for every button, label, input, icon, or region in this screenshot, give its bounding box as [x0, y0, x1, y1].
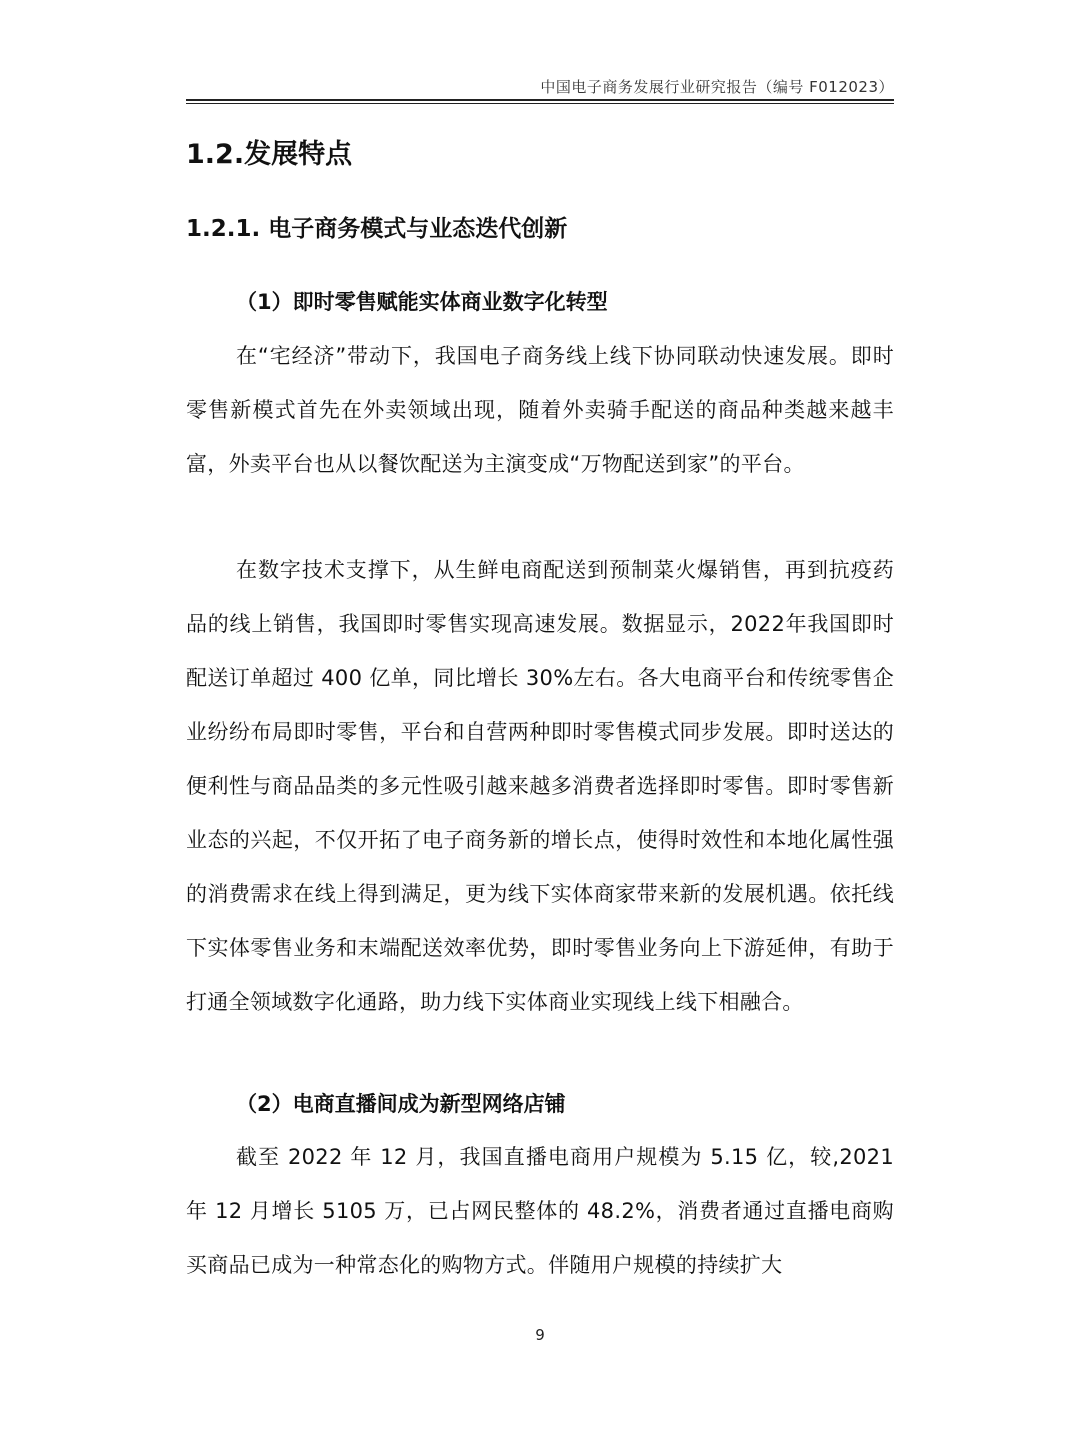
subsection-heading: 1.2.1. 电子商务模式与业态迭代创新	[186, 216, 568, 242]
subsection-title-2: （2）电商直播间成为新型网络店铺	[236, 1092, 566, 1116]
page-number: 9	[535, 1326, 545, 1344]
running-header: 中国电子商务发展行业研究报告（编号 F012023）	[540, 78, 894, 96]
header-rule-thin	[186, 103, 894, 104]
header-rule-thick	[186, 99, 894, 101]
paragraph-1: 在“宅经济”带动下，我国电子商务线上线下协同联动快速发展。即时零售新模式首先在外卖领域出现，随着外卖骑手配送的商品种类越来越丰富，外卖平台也从以餐饮配送为主演变成“万物配送到家”的平台。	[186, 344, 894, 476]
paragraph-3: 截至 2022 年 12 月，我国直播电商用户规模为 5.15 亿，较,2021 年 12 月增长 5105 万，已占网民整体的 48.2%，消费者通过直播电商购买商品已成为一种常态化的购物方式。伴随用户规模的持续扩大	[186, 1145, 894, 1277]
paragraph-2: 在数字技术支撑下，从生鲜电商配送到预制菜火爆销售，再到抗疫药品的线上销售，我国即时零售实现高速发展。数据显示，2022年我国即时配送订单超过 400 亿单，同比增长 30%左右。各大电商平台和传统零售企业纷纷布局即时零售，平台和自营两种即时零售模式同步发展。即时送达的便利性与商品品类的多元性吸引越来越多消费者选择即时零售。即时零售新业态的兴起，不仅开拓了电子商务新的增长点，使得时效性和本地化属性强的消费需求在线上得到满足，更为线下实体商家带来新的发展机遇。依托线下实体零售业务和末端配送效率优势，即时零售业务向上下游延伸，有助于打通全领域数字化通路，助力线下实体商业实现线上线下相融合。	[186, 558, 894, 1014]
section-heading: 1.2.发展特点	[186, 139, 353, 170]
subsection-title-1: （1）即时零售赋能实体商业数字化转型	[236, 290, 608, 314]
